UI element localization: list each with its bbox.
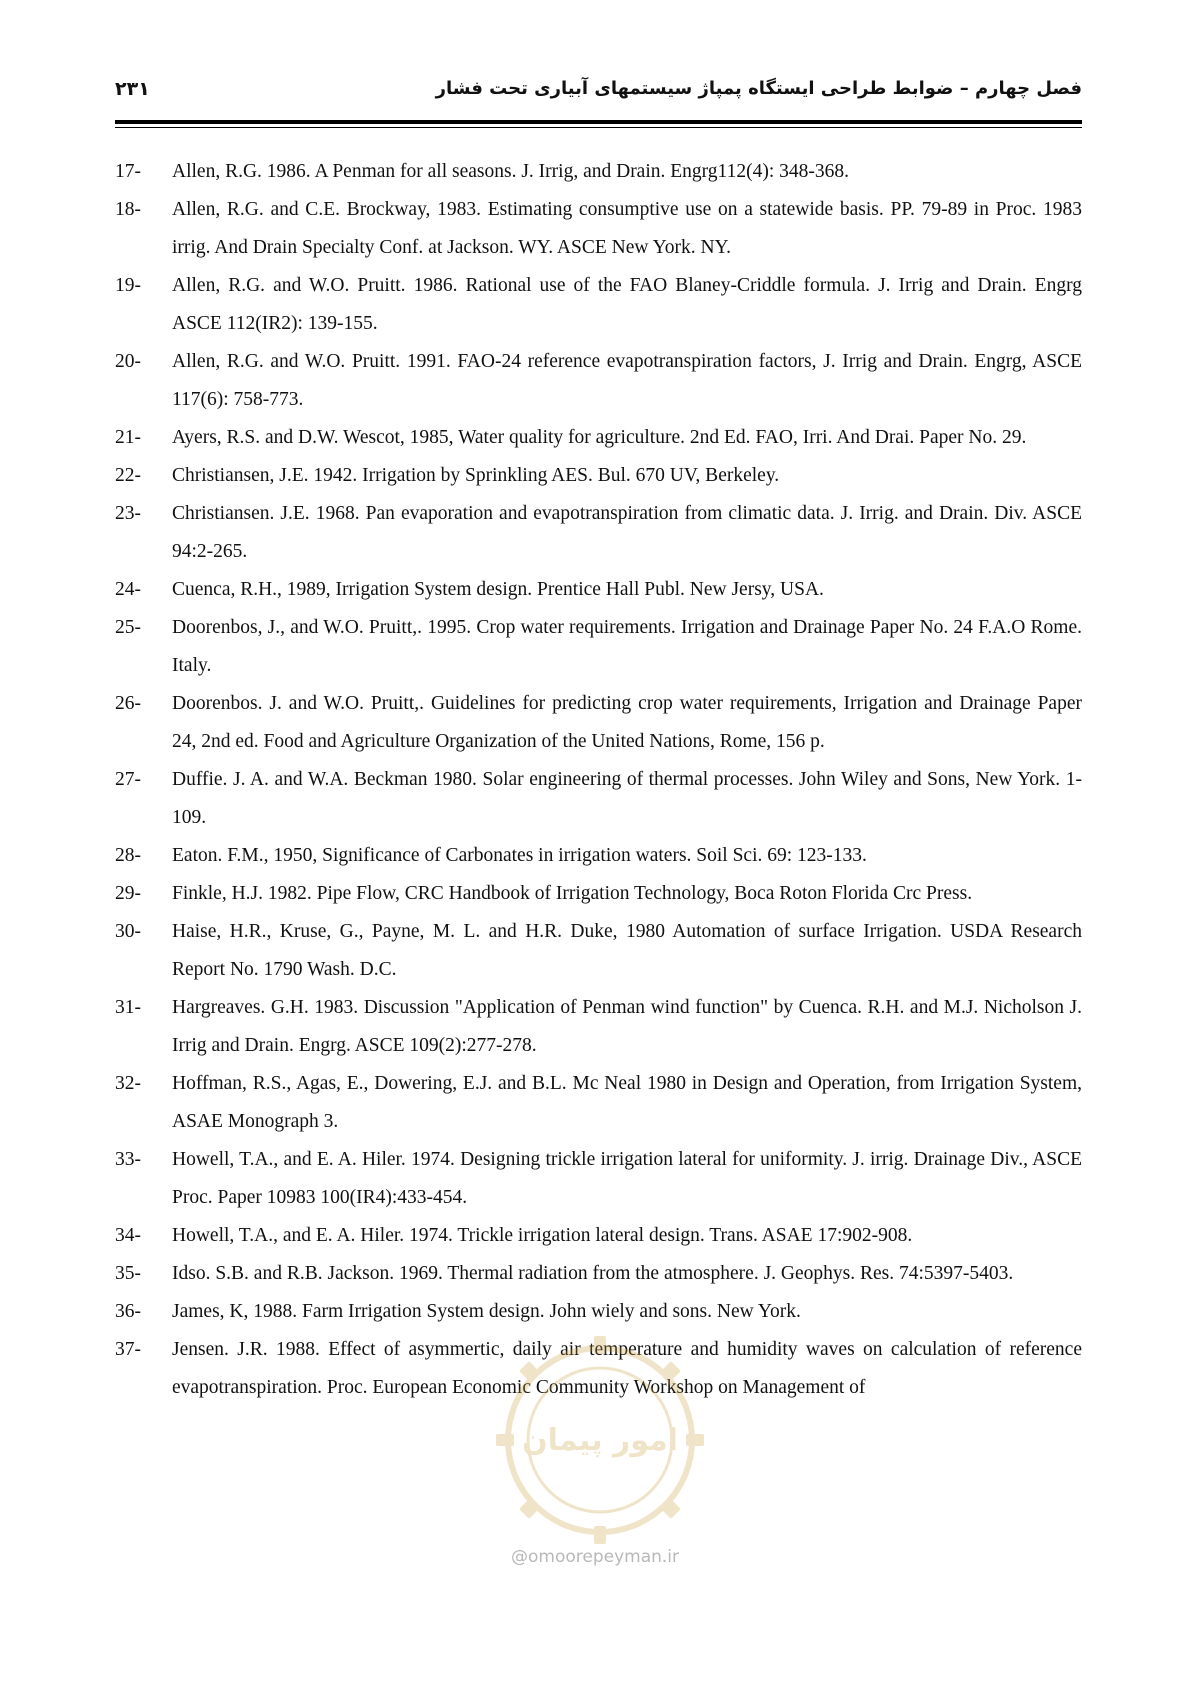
reference-item — [115, 609, 1082, 685]
reference-number: 26- — [115, 693, 141, 714]
reference-item — [115, 267, 1082, 343]
reference-item — [115, 685, 1082, 761]
header-rule-thin — [115, 127, 1082, 128]
reference-text: Howell, T.A., and E. A. Hiler. 1974. Designing trickle irrigation lateral for uniformity. J. irrig. Drainage Div., ASCE Proc. Paper 10983 100(IR4):433-454. — [172, 1149, 1082, 1208]
watermark-logo — [480, 1320, 720, 1560]
reference-number: 22- — [115, 465, 141, 486]
reference-number: 20- — [115, 351, 141, 372]
chapter-title: فصل چهارم – ضوابط طراحی ایستگاه پمپاژ سیستمهای آبیاری تحت فشار — [435, 78, 1082, 99]
page-header — [115, 70, 1082, 120]
reference-item — [115, 1217, 1082, 1255]
reference-text: Howell, T.A., and E. A. Hiler. 1974. Trickle irrigation lateral design. Trans. ASAE 17:902-908. — [172, 1225, 913, 1246]
reference-text: Duffie. J. A. and W.A. Beckman 1980. Solar engineering of thermal processes. John Wiley and Sons, New York. 1-109. — [172, 769, 1082, 828]
reference-text: Doorenbos, J., and W.O. Pruitt,. 1995. Crop water requirements. Irrigation and Drainage Paper No. 24 F.A.O Rome. Italy. — [172, 617, 1082, 676]
reference-text: Hoffman, R.S., Agas, E., Dowering, E.J. and B.L. Mc Neal 1980 in Design and Operation, from Irrigation System, ASAE Monograph 3. — [172, 1073, 1082, 1132]
reference-number: 33- — [115, 1149, 141, 1170]
reference-number: 23- — [115, 503, 141, 524]
reference-item — [115, 419, 1082, 457]
reference-number: 34- — [115, 1225, 141, 1246]
reference-item — [115, 495, 1082, 571]
reference-number: 35- — [115, 1263, 141, 1284]
reference-item — [115, 761, 1082, 837]
reference-number: 28- — [115, 845, 141, 866]
reference-number: 19- — [115, 275, 141, 296]
reference-number: 31- — [115, 997, 141, 1018]
reference-text: Allen, R.G. and W.O. Pruitt. 1991. FAO-24 reference evapotranspiration factors, J. Irrig and Drain. Engrg, ASCE 117(6): 758-773. — [172, 351, 1082, 410]
header-rule-thick — [115, 120, 1082, 124]
reference-list — [115, 153, 1082, 1407]
reference-number: 25- — [115, 617, 141, 638]
reference-item — [115, 1255, 1082, 1293]
reference-item — [115, 1065, 1082, 1141]
reference-item — [115, 989, 1082, 1065]
reference-text: Finkle, H.J. 1982. Pipe Flow, CRC Handbook of Irrigation Technology, Boca Roton Florida Crc Press. — [172, 883, 973, 904]
page-number: ۲۳۱ — [115, 78, 150, 100]
reference-number: 17- — [115, 161, 141, 182]
reference-number: 24- — [115, 579, 141, 600]
reference-number: 21- — [115, 427, 141, 448]
reference-number: 36- — [115, 1301, 141, 1322]
reference-text: Christiansen. J.E. 1968. Pan evaporation and evapotranspiration from climatic data. J. Irrig. and Drain. Div. ASCE 94:2-265. — [172, 503, 1082, 562]
reference-item — [115, 913, 1082, 989]
reference-item — [115, 837, 1082, 875]
reference-text: Idso. S.B. and R.B. Jackson. 1969. Thermal radiation from the atmosphere. J. Geophys. Res. 74:5397-5403. — [172, 1263, 1014, 1284]
reference-item — [115, 571, 1082, 609]
watermark-logo-text: امور پیمان — [522, 1423, 678, 1458]
watermark-url: @omoorepeyman.ir — [510, 1547, 680, 1567]
reference-text: Haise, H.R., Kruse, G., Payne, M. L. and H.R. Duke, 1980 Automation of surface Irrigation. USDA Research Report No. 1790 Wash. D.C. — [172, 921, 1082, 980]
reference-number: 32- — [115, 1073, 141, 1094]
reference-number: 30- — [115, 921, 141, 942]
reference-number: 18- — [115, 199, 141, 220]
reference-number: 27- — [115, 769, 141, 790]
reference-number: 29- — [115, 883, 141, 904]
reference-text: Eaton. F.M., 1950, Significance of Carbonates in irrigation waters. Soil Sci. 69: 123-133. — [172, 845, 867, 866]
reference-text: Ayers, R.S. and D.W. Wescot, 1985, Water quality for agriculture. 2nd Ed. FAO, Irri. And Drai. Paper No. 29. — [172, 427, 1027, 448]
reference-number: 37- — [115, 1339, 141, 1360]
reference-text: Hargreaves. G.H. 1983. Discussion "Application of Penman wind function" by Cuenca. R.H. and M.J. Nicholson J. Irrig and Drain. Engrg. ASCE 109(2):277-278. — [172, 997, 1082, 1056]
reference-text: Doorenbos. J. and W.O. Pruitt,. Guidelines for predicting crop water requirements, Irrigation and Drainage Paper 24, 2nd ed. Food and Agriculture Organization of the United Nations, Rome, 156 p. — [172, 693, 1082, 752]
reference-text: Allen, R.G. and C.E. Brockway, 1983. Estimating consumptive use on a statewide basis. PP. 79-89 in Proc. 1983 irrig. And Drain Specialty Conf. at Jackson. WY. ASCE New York. NY. — [172, 199, 1082, 258]
reference-item — [115, 1141, 1082, 1217]
reference-text: James, K, 1988. Farm Irrigation System design. John wiely and sons. New York. — [172, 1301, 801, 1322]
reference-text: Allen, R.G. and W.O. Pruitt. 1986. Rational use of the FAO Blaney-Criddle formula. J. Irrig and Drain. Engrg ASCE 112(IR2): 139-155. — [172, 275, 1082, 334]
reference-text: Christiansen, J.E. 1942. Irrigation by Sprinkling AES. Bul. 670 UV, Berkeley. — [172, 465, 780, 486]
reference-item — [115, 191, 1082, 267]
reference-item — [115, 343, 1082, 419]
reference-item — [115, 153, 1082, 191]
reference-item — [115, 457, 1082, 495]
reference-text: Cuenca, R.H., 1989, Irrigation System design. Prentice Hall Publ. New Jersy, USA. — [172, 579, 824, 600]
reference-item — [115, 875, 1082, 913]
reference-text: Jensen. J.R. 1988. Effect of asymmertic, daily air temperature and humidity waves on calculation of reference evapotranspiration. Proc. European Economic Community Workshop on Management of — [172, 1339, 1082, 1398]
reference-text: Allen, R.G. 1986. A Penman for all seasons. J. Irrig, and Drain. Engrg112(4): 348-368. — [172, 161, 849, 182]
